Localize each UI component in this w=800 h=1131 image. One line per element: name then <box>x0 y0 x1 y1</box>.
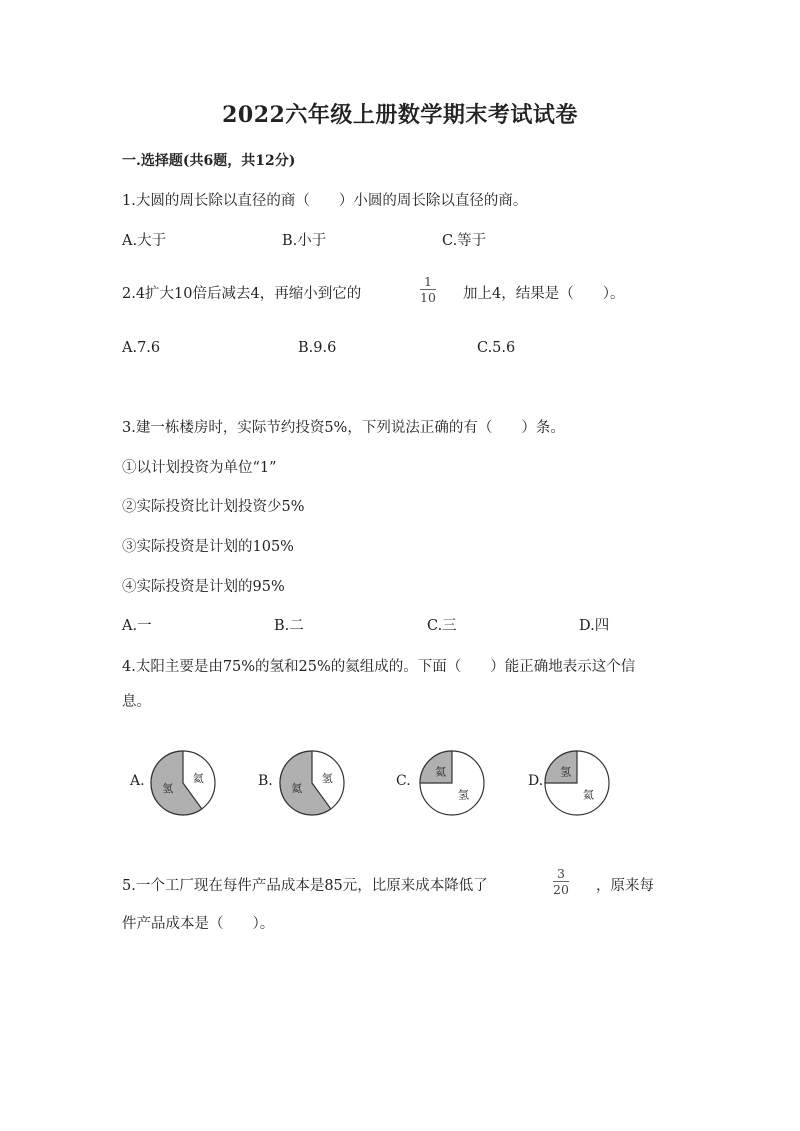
question-5-text-after: ，原来每 <box>596 878 654 894</box>
pie-shaded-label: 氢 <box>162 781 174 795</box>
q2-option-a: A.7.6 <box>122 340 161 356</box>
pie-chart <box>418 749 486 817</box>
q3-item-1: ①以计划投资为单位“1” <box>122 460 277 476</box>
q3-item-4: ④实际投资是计划的95% <box>122 579 285 595</box>
pie-white-label: 氦 <box>192 772 204 786</box>
q5-fraction <box>553 867 569 896</box>
q2-fraction-denominator: 10 <box>420 290 436 306</box>
question-2-text-before: 2.4扩大10倍后减去4，再缩小到它的 <box>122 286 362 302</box>
question-4-line-2: 息。 <box>122 694 151 710</box>
pie-white-label: 氢 <box>457 788 469 802</box>
q5-fraction-numerator: 3 <box>556 866 565 881</box>
pie-option-label: A. <box>130 773 145 789</box>
question-4-line-1: 4.太阳主要是由75%的氢和25%的氦组成的。下面（ ）能正确地表示这个信 <box>122 659 636 675</box>
pie-shaded-label: 氦 <box>435 765 447 779</box>
question-5-text-before: 5.一个工厂现在每件产品成本是85元，比原来成本降低了 <box>122 878 488 894</box>
q1-option-a: A.大于 <box>122 233 167 249</box>
page-title: 2022六年级上册数学期末考试试卷 <box>222 102 578 128</box>
q2-option-c: C.5.6 <box>477 340 516 356</box>
pie-chart <box>543 749 611 817</box>
q1-option-c: C.等于 <box>442 233 487 249</box>
section-heading: 一.选择题(共6题，共12分) <box>122 153 296 169</box>
q3-option-c: C.三 <box>427 618 457 634</box>
q5-fraction-denominator: 20 <box>553 882 569 898</box>
q3-item-2: ②实际投资比计划投资少5% <box>122 499 305 515</box>
pie-option-label: C. <box>396 773 411 789</box>
pie-white-label: 氢 <box>321 772 333 786</box>
question-5-line-2: 件产品成本是（ ）。 <box>122 916 275 932</box>
question-1-text: 1.大圆的周长除以直径的商（ ）小圆的周长除以直径的商。 <box>122 193 528 209</box>
q1-option-b: B.小于 <box>282 233 327 249</box>
q3-option-d: D.四 <box>579 618 610 634</box>
q3-option-b: B.二 <box>274 618 304 634</box>
q2-option-b: B.9.6 <box>298 340 337 356</box>
pie-shaded-label: 氦 <box>291 781 303 795</box>
pie-option-label: D. <box>528 773 544 789</box>
pie-white-label: 氦 <box>582 788 594 802</box>
q3-option-a: A.一 <box>122 618 152 634</box>
question-2-text-after: 加上4，结果是（ ）。 <box>463 286 625 302</box>
q3-item-3: ③实际投资是计划的105% <box>122 539 294 555</box>
q2-fraction <box>420 275 436 304</box>
pie-shaded-label: 氢 <box>560 765 572 779</box>
pie-option-label: B. <box>258 773 273 789</box>
pie-chart <box>278 749 346 817</box>
pie-chart <box>149 749 217 817</box>
q2-fraction-numerator: 1 <box>423 274 432 289</box>
question-3-text: 3.建一栋楼房时，实际节约投资5%，下列说法正确的有（ ）条。 <box>122 420 565 436</box>
